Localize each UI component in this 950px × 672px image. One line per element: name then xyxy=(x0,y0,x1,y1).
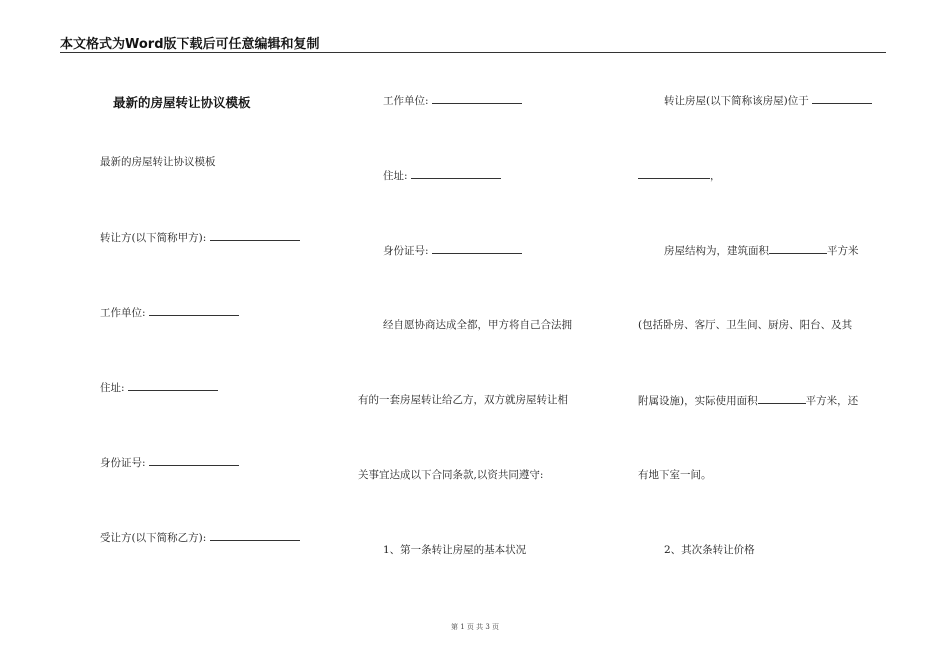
building-area-blank[interactable] xyxy=(769,243,827,254)
location-cont-blank[interactable] xyxy=(638,168,710,179)
col1-id-blank[interactable] xyxy=(149,455,239,466)
document-title: 最新的房屋转让协议模板 xyxy=(113,95,251,110)
col2-para-text-3: 关事宜达成以下合同条款,以资共同遵守: xyxy=(358,469,544,481)
col1-work-unit-line xyxy=(100,305,239,320)
col1-subtitle-text: 最新的房屋转让协议模板 xyxy=(100,156,216,168)
col1-address-line xyxy=(100,380,218,395)
structure-label: 房屋结构为，建筑面积 xyxy=(664,245,769,257)
col2-address-label: 住址: xyxy=(383,170,408,182)
usable-area-blank[interactable] xyxy=(758,393,806,404)
transferee-label: 受让方(以下简称乙方): xyxy=(100,532,207,544)
col2-para-text-1: 经自愿协商达成全都，甲方将自己合法拥 xyxy=(383,319,572,331)
col3-location-cont-line xyxy=(638,168,721,183)
col1-subtitle xyxy=(100,155,216,169)
col1-work-unit-blank[interactable] xyxy=(149,305,239,316)
col1-transferor-line xyxy=(100,230,300,245)
word-format-banner: 本文格式为Word版下载后可任意编辑和复制 xyxy=(60,37,320,52)
col1-address-label: 住址: xyxy=(100,382,125,394)
col2-address-line xyxy=(383,168,501,183)
col3-facilities-line xyxy=(638,393,858,408)
col2-id-label: 身份证号: xyxy=(383,245,429,257)
col2-para-text-2: 有的一套房屋转让给乙方，双方就房屋转让相 xyxy=(358,394,568,406)
transferor-blank[interactable] xyxy=(210,230,300,241)
rooms-text: (包括卧房、客厅、卫生间、厨房、阳台、及其 xyxy=(638,319,853,331)
col1-id-label: 身份证号: xyxy=(100,457,146,469)
col2-paragraph-line2 xyxy=(358,393,568,407)
col2-work-unit-label: 工作单位: xyxy=(383,95,429,107)
section2-heading xyxy=(664,543,755,557)
section1-text: 1、第一条转让房屋的基本状况 xyxy=(383,544,527,556)
col3-basement-line xyxy=(638,468,712,482)
basement-text: 有地下室一间。 xyxy=(638,469,712,481)
section1-heading xyxy=(383,543,526,557)
col1-work-unit-label: 工作单位: xyxy=(100,307,146,319)
header-divider xyxy=(60,52,886,53)
col1-id-line xyxy=(100,455,239,470)
facilities-label: 附属设施)，实际使用面积 xyxy=(638,395,758,407)
col3-location-line xyxy=(664,93,872,108)
location-blank[interactable] xyxy=(812,93,872,104)
col1-address-blank[interactable] xyxy=(128,380,218,391)
location-comma: ， xyxy=(710,170,721,182)
page-footer: 第 1 页 共 3 页 xyxy=(450,623,500,631)
transferee-blank[interactable] xyxy=(210,530,300,541)
col2-paragraph-line1 xyxy=(383,318,572,332)
col2-id-blank[interactable] xyxy=(432,243,522,254)
structure-unit: 平方米 xyxy=(827,245,859,257)
facilities-unit: 平方米，还 xyxy=(805,395,859,407)
location-label: 转让房屋(以下简称该房屋)位于 xyxy=(664,95,809,107)
col2-address-blank[interactable] xyxy=(411,168,501,179)
col1-transferee-line xyxy=(100,530,300,545)
col2-paragraph-line3 xyxy=(358,468,543,482)
col3-structure-line xyxy=(664,243,859,258)
transferor-label: 转让方(以下简称甲方): xyxy=(100,232,207,244)
col2-work-unit-line xyxy=(383,93,522,108)
col2-id-line xyxy=(383,243,522,258)
col3-rooms-line xyxy=(638,318,852,332)
col2-work-unit-blank[interactable] xyxy=(432,93,522,104)
section2-text: 2、其次条转让价格 xyxy=(664,544,755,556)
